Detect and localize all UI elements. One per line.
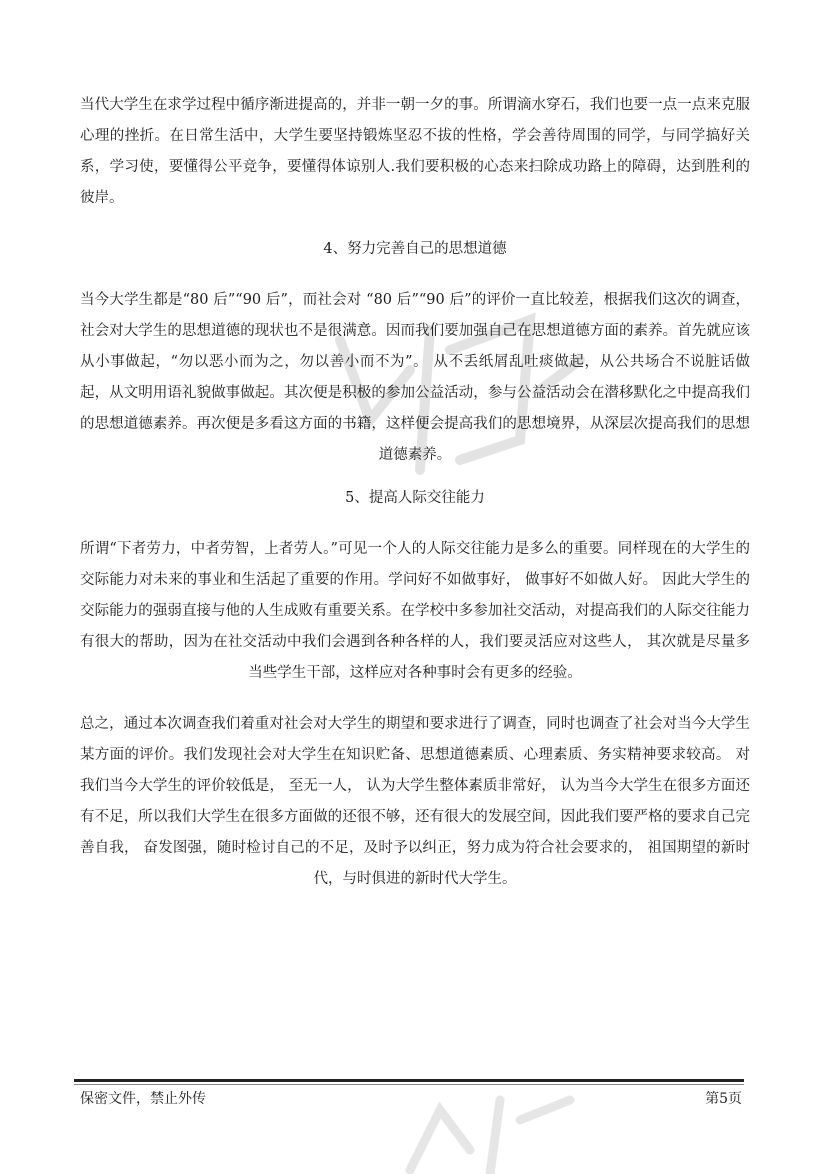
section-heading-5: 5、提高人际交往能力 <box>345 490 485 506</box>
section-heading-4: 4、努力完善自己的思想道德 <box>323 241 507 257</box>
paragraph-conclusion: 总之，通过本次调查我们着重对社会对大学生的期望和要求进行了调查，同时也调查了社会对当今大学生某方面的评价。我们发现社会对大学生在知识贮备、思想道德素质、心理素质、务实精神要求较高。 对我们当今大学生的评价较低是， 至无一人， 认为大学生整体素质非常好， 认为当今大学生在很多方面还有不足，所以我们大学生在很多方面做的还很不够，还有很大的发展空间，因此我们要严格的要求自己完善自我， 奋发图强，随时检讨自己的不足，及时予以纠正，努力成为符合社会要求的， 祖国期望的新时代，与时俱进的新时代大学生。 <box>80 716 750 887</box>
paragraph-intro: 当代大学生在求学过程中循序渐进提高的，并非一朝一夕的事。所谓滴水穿石，我们也要一点一点来克服心理的挫折。在日常生活中，大学生要坚持锻炼坚忍不拔的性格，学会善待周围的同学，与同学搞好关系，学习使，要懂得公平竞争，要懂得体谅别人.我们要积极的心态来扫除成功路上的障碍，达到胜利的彼岸。 <box>80 97 750 206</box>
watermark-logo-bottom <box>390 1080 590 1174</box>
paragraph-social-skills: 所谓“下者劳力，中者劳智，上者劳人。”可见一个人的人际交往能力是多么的重要。同样现在的大学生的交际能力对未来的事业和生活起了重要的作用。学问好不如做事好， 做事好不如做人好。 因此大学生的交际能力的强弱直接与他的人生成败有重要关系。在学校中多参加社交活动，对提高我们的人际交往能力有很大的帮助，因为在社交活动中我们会遇到各种各样的人，我们要灵活应对这些人， 其次就是尽量多当些学生干部，这样应对各种事时会有更多的经验。 <box>80 541 750 681</box>
footer-confidential-note: 保密文件，禁止外传 <box>80 1091 206 1107</box>
footer-page-number: 第5页 <box>705 1091 742 1107</box>
paragraph-moral: 当今大学生都是“80 后”“90 后”，而社会对 “80 后”“90 后”的评价一直比较差，根据我们这次的调查，社会对大学生的思想道德的现状也不是很满意。因而我们要加强自己在思想道德方面的素养。首先就应该从小事做起，“勿以恶小而为之，勿以善小而不为”。 从不丢纸屑乱吐痰做起，从公共场合不说脏话做起，从文明用语礼貌做事做起。其次便是积极的参加公益活动，参与公益活动会在潜移默化之中提高我们的思想道德素养。再次便是多看这方面的书籍，这样便会提高我们的思想境界，从深层次提高我们的思想道德素养。 <box>80 292 750 463</box>
document-body <box>80 90 750 895</box>
footer-divider-thin <box>74 1084 744 1085</box>
footer-divider <box>74 1079 744 1082</box>
